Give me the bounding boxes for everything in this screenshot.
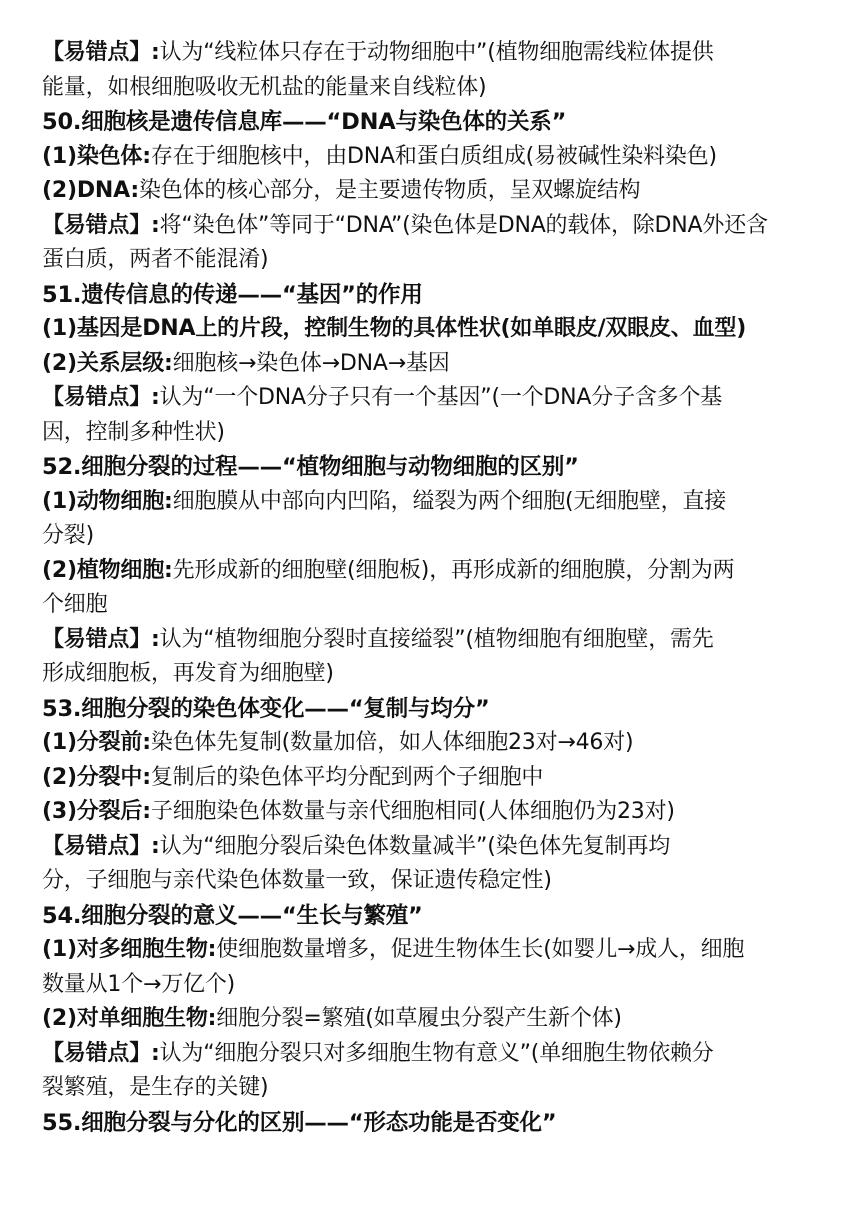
body-text: 认为“细胞分裂后染色体数量减半”(染色体先复制再均 xyxy=(159,833,670,859)
bold-label: (1)对多细胞生物: xyxy=(42,937,217,962)
bold-label: 【易错点】: xyxy=(42,212,160,238)
text-line xyxy=(42,209,824,244)
text-line xyxy=(42,140,824,175)
bold-label: 55.细胞分裂与分化的区别——“形态功能是否变化” xyxy=(42,1109,557,1136)
body-text: 分，子细胞与亲代染色体数量一致，保证遗传稳定性) xyxy=(42,868,552,893)
text-line xyxy=(42,588,824,623)
section-heading xyxy=(42,450,824,485)
body-text: 分裂) xyxy=(42,523,94,548)
bold-label: 【易错点】: xyxy=(42,626,160,652)
text-line xyxy=(42,933,824,968)
bold-label: 【易错点】: xyxy=(42,40,160,65)
text-line xyxy=(42,36,824,71)
body-text: 细胞分裂=繁殖(如草履虫分裂产生新个体) xyxy=(216,1006,622,1031)
text-line xyxy=(42,968,824,1003)
bold-label: 53.细胞分裂的染色体变化——“复制与均分” xyxy=(42,695,490,722)
body-text: 数量从1个→万亿个) xyxy=(42,971,236,997)
text-line xyxy=(42,1037,824,1072)
bold-label: 【易错点】: xyxy=(42,1040,160,1066)
bold-label: (2)DNA: xyxy=(42,178,139,203)
body-text: 认为“一个DNA分子只有一个基因”(一个DNA分子含多个基 xyxy=(159,385,723,410)
body-text: 因，控制多种性状) xyxy=(42,419,225,445)
section-heading xyxy=(42,899,824,934)
body-text: 复制后的染色体平均分配到两个子细胞中 xyxy=(150,764,544,790)
text-line xyxy=(42,347,824,382)
bold-label: (1)动物细胞: xyxy=(42,488,173,514)
text-line xyxy=(42,795,824,830)
bold-label: (2)关系层级: xyxy=(42,350,173,376)
text-line xyxy=(42,1002,824,1037)
text-line xyxy=(42,519,824,554)
body-text: 蛋白质，两者不能混淆) xyxy=(42,247,269,272)
bold-label: 51.遗传信息的传递——“基因”的作用 xyxy=(42,281,423,308)
bold-label: (1)分裂前: xyxy=(42,730,151,755)
text-line xyxy=(42,381,824,416)
body-text: 子细胞染色体数量与亲代细胞相同(人体细胞仍为23对) xyxy=(150,799,675,824)
bold-label: (2)分裂中: xyxy=(42,764,151,790)
body-text: 细胞核→染色体→DNA→基因 xyxy=(172,350,450,376)
text-line xyxy=(42,623,824,658)
text-line xyxy=(42,243,824,278)
bold-label: (3)分裂后: xyxy=(42,799,151,824)
text-line xyxy=(42,416,824,451)
text-line xyxy=(42,830,824,865)
body-text: 使细胞数量增多，促进生物体生长(如婴儿→成人，细胞 xyxy=(216,937,745,962)
text-line xyxy=(42,554,824,589)
bold-label: 52.细胞分裂的过程——“植物细胞与动物细胞的区别” xyxy=(42,454,579,480)
body-text: 存在于细胞核中，由DNA和蛋白质组成(易被碱性染料染色) xyxy=(150,143,717,169)
body-text: 能量，如根细胞吸收无机盐的能量来自线粒体) xyxy=(42,74,487,100)
text-line xyxy=(42,657,824,692)
bold-label: (1)基因是DNA上的片段，控制生物的具体性状(如单眼皮/双眼皮、血型) xyxy=(42,316,747,341)
section-heading xyxy=(42,105,824,140)
bold-label: (2)对单细胞生物: xyxy=(42,1006,217,1031)
text-line xyxy=(42,864,824,899)
body-text: 形成细胞板，再发育为细胞壁) xyxy=(42,661,334,686)
body-text: 将“染色体”等同于“DNA”(染色体是DNA的载体，除DNA外还含 xyxy=(159,212,768,238)
body-text: 染色体的核心部分，是主要遗传物质，呈双螺旋结构 xyxy=(138,178,641,203)
bold-label: (1)染色体: xyxy=(42,143,151,169)
text-line xyxy=(42,1071,824,1106)
text-line xyxy=(42,174,824,209)
bold-label: 54.细胞分裂的意义——“生长与繁殖” xyxy=(42,902,423,929)
body-text: 个细胞 xyxy=(42,592,108,617)
section-heading xyxy=(42,692,824,727)
bold-label: 50.细胞核是遗传信息库——“DNA与染色体的关系” xyxy=(42,109,567,135)
body-text: 细胞膜从中部向内凹陷，缢裂为两个细胞(无细胞壁，直接 xyxy=(172,488,727,514)
section-heading xyxy=(42,1106,824,1141)
bold-label: (2)植物细胞: xyxy=(42,557,173,583)
body-text: 染色体先复制(数量加倍，如人体细胞23对→46对) xyxy=(150,730,634,755)
text-line xyxy=(42,485,824,520)
text-line xyxy=(42,761,824,796)
section-heading xyxy=(42,278,824,313)
text-line xyxy=(42,726,824,761)
text-line xyxy=(42,312,824,347)
body-text: 裂繁殖，是生存的关键) xyxy=(42,1075,269,1100)
text-line xyxy=(42,71,824,106)
bold-label: 【易错点】: xyxy=(42,833,160,859)
body-text: 认为“植物细胞分裂时直接缢裂”(植物细胞有细胞壁，需先 xyxy=(159,626,714,652)
bold-label: 【易错点】: xyxy=(42,385,160,410)
body-text: 认为“线粒体只存在于动物细胞中”(植物细胞需线粒体提供 xyxy=(159,40,714,65)
body-text: 认为“细胞分裂只对多细胞生物有意义”(单细胞生物依赖分 xyxy=(159,1040,714,1066)
body-text: 先形成新的细胞壁(细胞板)，再形成新的细胞膜，分割为两 xyxy=(172,557,735,583)
